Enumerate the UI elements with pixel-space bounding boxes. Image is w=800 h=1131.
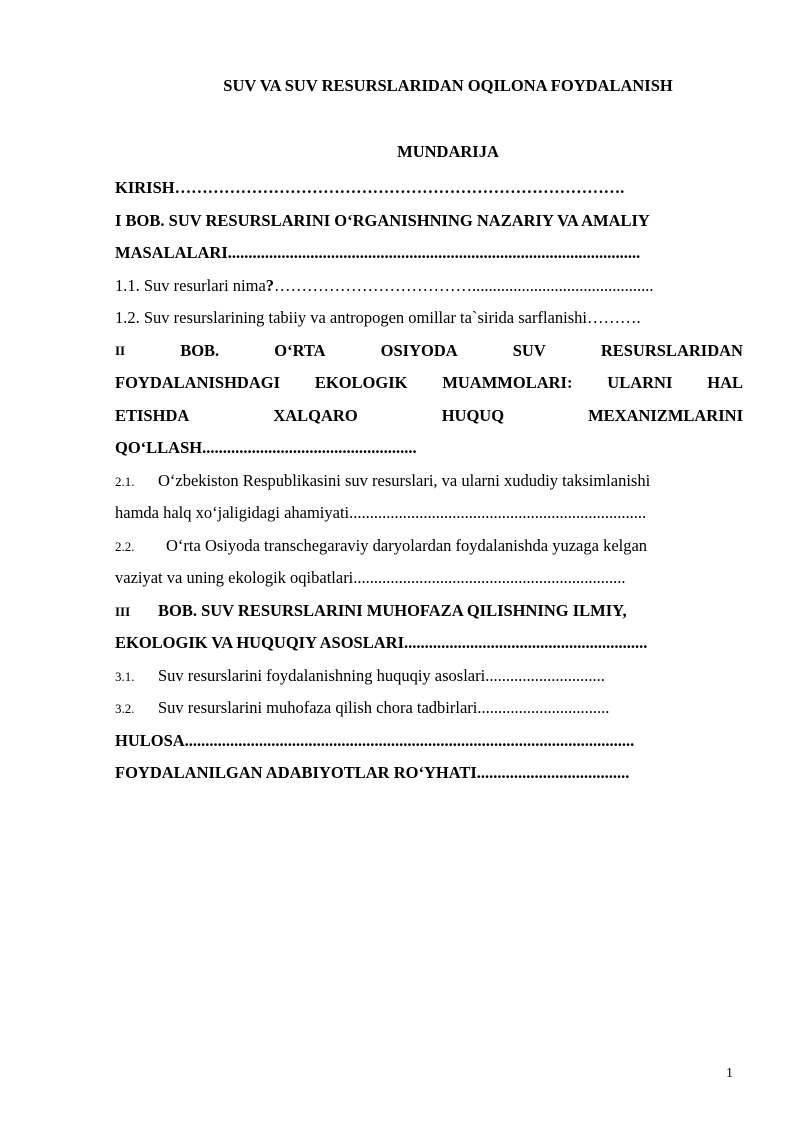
toc-entry-hulosa: HULOSA............................................................................................................. <box>115 730 635 750</box>
toc-word: HUQUQ <box>441 405 505 425</box>
toc-entry-1-1-dots: ………………………………............................................ <box>274 275 654 295</box>
toc-entry-bob3-text: BOB. SUV RESURSLARINI MUHOFAZA QILISHNING ILMIY, <box>158 600 627 620</box>
toc-entry-bob3-line1 <box>115 595 743 628</box>
toc-entry-bob2-line1 <box>115 335 743 368</box>
toc-entry-bob2-line3 <box>115 400 743 433</box>
toc-word: O‘RTA <box>274 340 326 360</box>
toc-entry-3-1-text: Suv resurslarini foydalanishning huquqiy asoslari............................. <box>158 665 605 685</box>
page-number: 1 <box>726 1066 733 1081</box>
toc-entry-2-1-line1 <box>115 465 743 498</box>
toc-entry-2-1-text: O‘zbekiston Respublikasini suv resurslari, va ularni xududiy taksimlanishi <box>158 470 651 490</box>
toc-entry-2-1-line2: hamda halq xo‘jaligidagi ahamiyati........................................................................ <box>115 503 647 522</box>
toc-entry-bob1-line1: I BOB. SUV RESURSLARINI O‘RGANISHNING NAZARIY VA AMALIY <box>115 210 650 230</box>
toc-word: RESURSLARIDAN <box>600 340 743 360</box>
toc-entry-3-1 <box>115 660 743 693</box>
toc-entry-3-2 <box>115 692 743 725</box>
toc-entry-2-2-line1 <box>115 530 743 563</box>
toc-word: XALQARO <box>273 405 358 425</box>
toc-entry-2-2-line2: vaziyat va uning ekologik oqibatlari.................................................................. <box>115 568 626 587</box>
toc-heading: MUNDARIJA <box>397 142 499 161</box>
toc-entry-2-1-number: 2.1. <box>115 473 135 489</box>
toc-entry-2-2-text: O‘rta Osiyoda transchegaraviy daryolardan foydalanishda yuzaga kelgan <box>166 535 648 555</box>
toc-entry-3-2-text: Suv resurslarini muhofaza qilish chora tadbirlari................................ <box>158 698 610 717</box>
table-of-contents <box>115 172 743 790</box>
toc-entry-bob3-number: III <box>115 603 131 619</box>
toc-entry-bob3-line2: EKOLOGIK VA HUQUQIY ASOSLARI........................................................... <box>115 633 648 652</box>
toc-entry-1-1 <box>115 270 743 303</box>
toc-entry-1-1-question: ? <box>265 275 275 295</box>
toc-entry-3-1-number: 3.1. <box>115 668 135 684</box>
toc-entry-1-2: 1.2. Suv resurslarining tabiiy va antropogen omillar ta`sirida sarflanishi………. <box>115 308 641 327</box>
toc-entry-bob2-number: II <box>115 342 126 358</box>
toc-entry-bob2-line4: QO‘LLASH.................................................... <box>115 438 417 457</box>
toc-word: ETISHDA <box>115 405 190 425</box>
toc-entry-kirish: KIRISH………………………………………………………………………. <box>115 178 625 197</box>
toc-entry-2-2-number: 2.2. <box>115 538 135 554</box>
toc-word: OSIYODA <box>380 340 458 360</box>
toc-entry-bob1-line2: MASALALARI.................................................................................................... <box>115 243 641 262</box>
toc-word: SUV <box>512 340 546 360</box>
toc-entry-1-1-label: 1.1. Suv resurlari nima <box>115 275 266 295</box>
toc-entry-adabiyotlar: FOYDALANILGAN ADABIYOTLAR RO‘YHATI..................................... <box>115 763 630 782</box>
toc-word: BOB. <box>180 340 220 360</box>
toc-entry-bob2-line2: FOYDALANISHDAGI EKOLOGIK MUAMMOLARI: ULARNI HAL <box>115 373 743 392</box>
document-title: SUV VA SUV RESURSLARIDAN OQILONA FOYDALANISH <box>223 76 673 95</box>
toc-word: MEXANIZMLARINI <box>588 405 743 425</box>
toc-entry-3-2-number: 3.2. <box>115 701 135 716</box>
